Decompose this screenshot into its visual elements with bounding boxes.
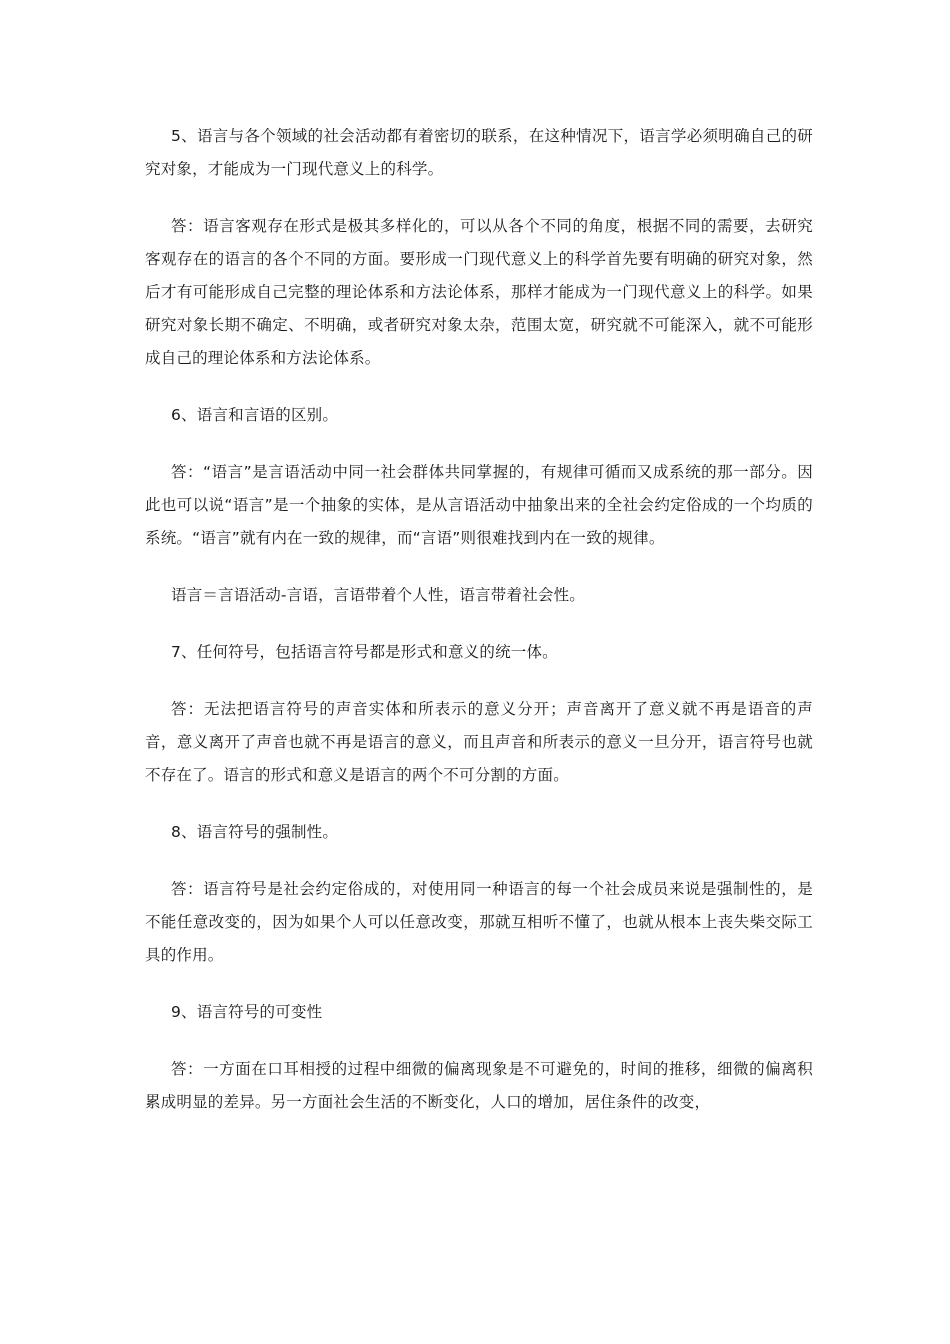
answer-5: 答：语言客观存在形式是极其多样化的，可以从各个不同的角度，根据不同的需要，去研究客观存在的语言的各个不同的方面。要形成一门现代意义上的科学首先要有明确的研究对象，然后才有可能形成自己完整的理论体系和方法论体系，那样才能成为一门现代意义上的科学。如果研究对象长期不确定、不明确，或者研究对象太杂，范围太宽，研究就不可能深入，就不可能形成自己的理论体系和方法论体系。 (145, 217, 813, 367)
question-5: 5、语言与各个领域的社会活动都有着密切的联系，在这种情况下，语言学必须明确自己的研究对象，才能成为一门现代意义上的科学。 (145, 127, 813, 178)
question-8: 8、语言符号的强制性。 (171, 823, 339, 841)
answer-8: 答：语言符号是社会约定俗成的，对使用同一种语言的每一个社会成员来说是强制性的，是不能任意改变的，因为如果个人可以任意改变，那就互相听不懂了，也就从根本上丧失柴交际工具的作用。 (145, 880, 813, 964)
question-9: 9、语言符号的可变性 (171, 1003, 323, 1021)
question-7: 7、任何符号，包括语言符号都是形式和意义的统一体。 (171, 643, 558, 661)
answer-7: 答：无法把语言符号的声音实体和所表示的意义分开；声音离开了意义就不再是语音的声音，意义离开了声音也就不再是语言的意义，而且声音和所表示的意义一旦分开，语言符号也就不存在了。语言的形式和意义是语言的两个不可分割的方面。 (145, 700, 813, 784)
answer-9: 答：一方面在口耳相授的过程中细微的偏离现象是不可避免的，时间的推移，细微的偏离积累成明显的差异。另一方面社会生活的不断变化，人口的增加，居住条件的改变， (145, 1060, 813, 1111)
question-6: 6、语言和言语的区别。 (171, 406, 339, 424)
formula-line: 语言＝言语活动-言语，言语带着个人性，语言带着社会性。 (171, 586, 585, 604)
document-page (145, 120, 813, 1119)
answer-6: 答：“语言”是言语活动中同一社会群体共同掌握的，有规律可循而又成系统的那一部分。因此也可以说“语言”是一个抽象的实体，是从言语活动中抽象出来的全社会约定俗成的一个均质的系统。“语言”就有内在一致的规律，而“言语”则很难找到内在一致的规律。 (145, 463, 813, 547)
